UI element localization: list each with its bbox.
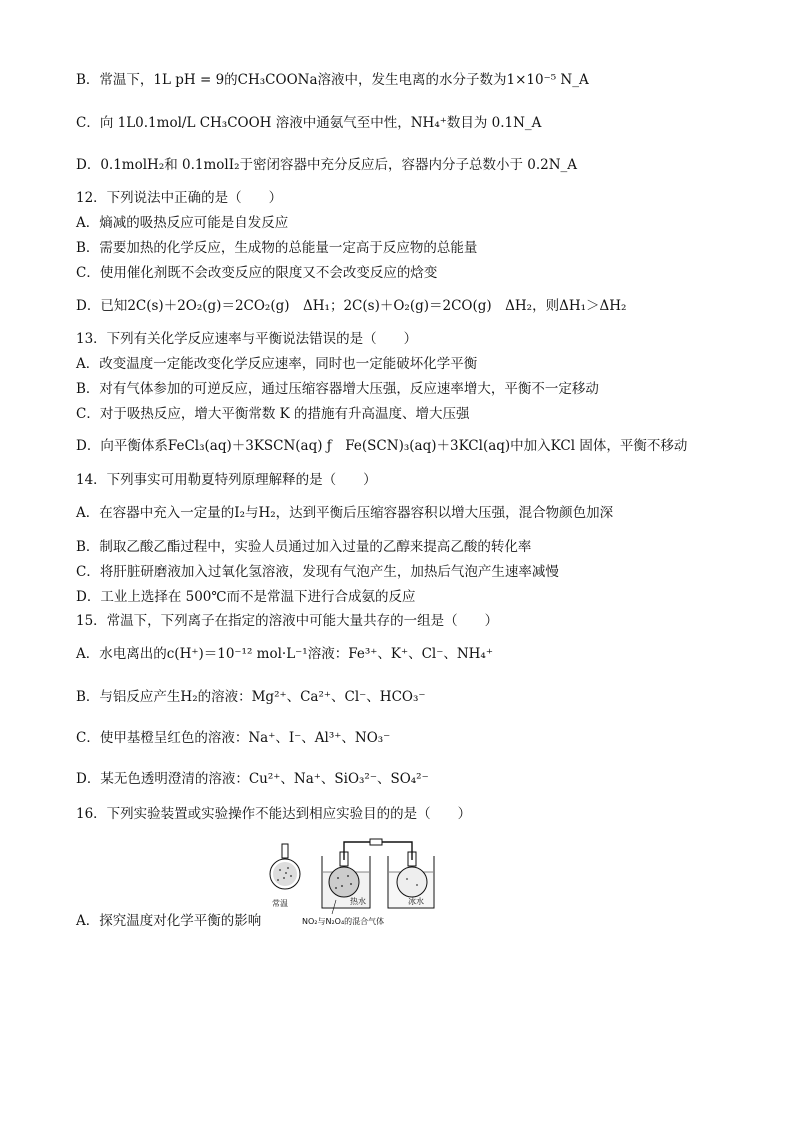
flask-room-temp (270, 844, 300, 889)
option-12b: B．需要加热的化学反应，生成物的总能量一定高于反应物的总能量 (76, 240, 478, 256)
option-15c: C．使甲基橙呈红色的溶液：Na⁺、I⁻、Al³⁺、NO₃⁻ (76, 730, 391, 746)
option-12a: A．熵减的吸热反应可能是自发反应 (76, 215, 289, 231)
option-15a: A．水电离出的c(H⁺)＝10⁻¹² mol·L⁻¹溶液：Fe³⁺、K⁺、Cl⁻、NH₄⁺ (76, 646, 493, 662)
option-11b: B．常温下，1L pH = 9的CH₃COONa溶液中，发生电离的水分子数为1×10⁻⁵ N_A (76, 72, 589, 88)
option-16a: A．探究温度对化学平衡的影响 (76, 913, 262, 929)
option-14c: C．将肝脏研磨液加入过氧化氢溶液，发现有气泡产生，加热后气泡产生速率减慢 (76, 564, 559, 580)
option-13d: D．向平衡体系FeCl₃(aq)＋3KSCN(aq) ƒ Fe(SCN)₃(aq)＋3KCl(aq)中加入KCl 固体，平衡不移动 (76, 438, 688, 454)
question-14: 14．下列事实可用勒夏特列原理解释的是（ ） (76, 472, 377, 488)
label-gas-mixture: NO₂与N₂O₄的混合气体 (302, 917, 385, 926)
option-14d: D．工业上选择在 500℃而不是常温下进行合成氨的反应 (76, 589, 416, 605)
option-11c: C．向 1L0.1mol/L CH₃COOH 溶液中通氨气至中性，NH₄⁺数目为 0.1N_A (76, 115, 542, 131)
tube-clamp (370, 839, 382, 845)
label-hot-water: 热水 (350, 897, 366, 906)
option-14a: A．在容器中充入一定量的I₂与H₂，达到平衡后压缩容器容积以增大压强，混合物颜色加深 (76, 505, 614, 521)
option-13c: C．对于吸热反应，增大平衡常数 K 的措施有升高温度、增大压强 (76, 406, 470, 422)
label-room-temp: 常温 (272, 899, 288, 908)
option-15d: D．某无色透明澄清的溶液：Cu²⁺、Na⁺、SiO₃²⁻、SO₄²⁻ (76, 771, 429, 787)
option-15b: B．与铝反应产生H₂的溶液：Mg²⁺、Ca²⁺、Cl⁻、HCO₃⁻ (76, 689, 426, 705)
question-13: 13．下列有关化学反应速率与平衡说法错误的是（ ） (76, 331, 418, 347)
option-12c: C．使用催化剂既不会改变反应的限度又不会改变反应的焓变 (76, 265, 438, 281)
question-15: 15．常温下，下列离子在指定的溶液中可能大量共存的一组是（ ） (76, 613, 499, 629)
equilibrium-apparatus-figure (266, 838, 436, 930)
option-14b: B．制取乙酸乙酯过程中，实验人员通过加入过量的乙醇来提高乙酸的转化率 (76, 539, 532, 555)
option-13b: B．对有气体参加的可逆反应，通过压缩容器增大压强，反应速率增大，平衡不一定移动 (76, 381, 599, 397)
option-13a: A．改变温度一定能改变化学反应速率，同时也一定能破坏化学平衡 (76, 356, 478, 372)
option-11d: D．0.1molH₂和 0.1molI₂于密闭容器中充分反应后，容器内分子总数小于 0.2N_A (76, 157, 578, 173)
question-12: 12．下列说法中正确的是（ ） (76, 190, 283, 206)
label-ice-water: 冰水 (408, 897, 424, 906)
option-12d: D．已知2C(s)＋2O₂(g)＝2CO₂(g) ΔH₁；2C(s)＋O₂(g)＝2CO(g) ΔH₂，则ΔH₁＞ΔH₂ (76, 298, 627, 314)
question-16: 16．下列实验装置或实验操作不能达到相应实验目的的是（ ） (76, 806, 472, 822)
